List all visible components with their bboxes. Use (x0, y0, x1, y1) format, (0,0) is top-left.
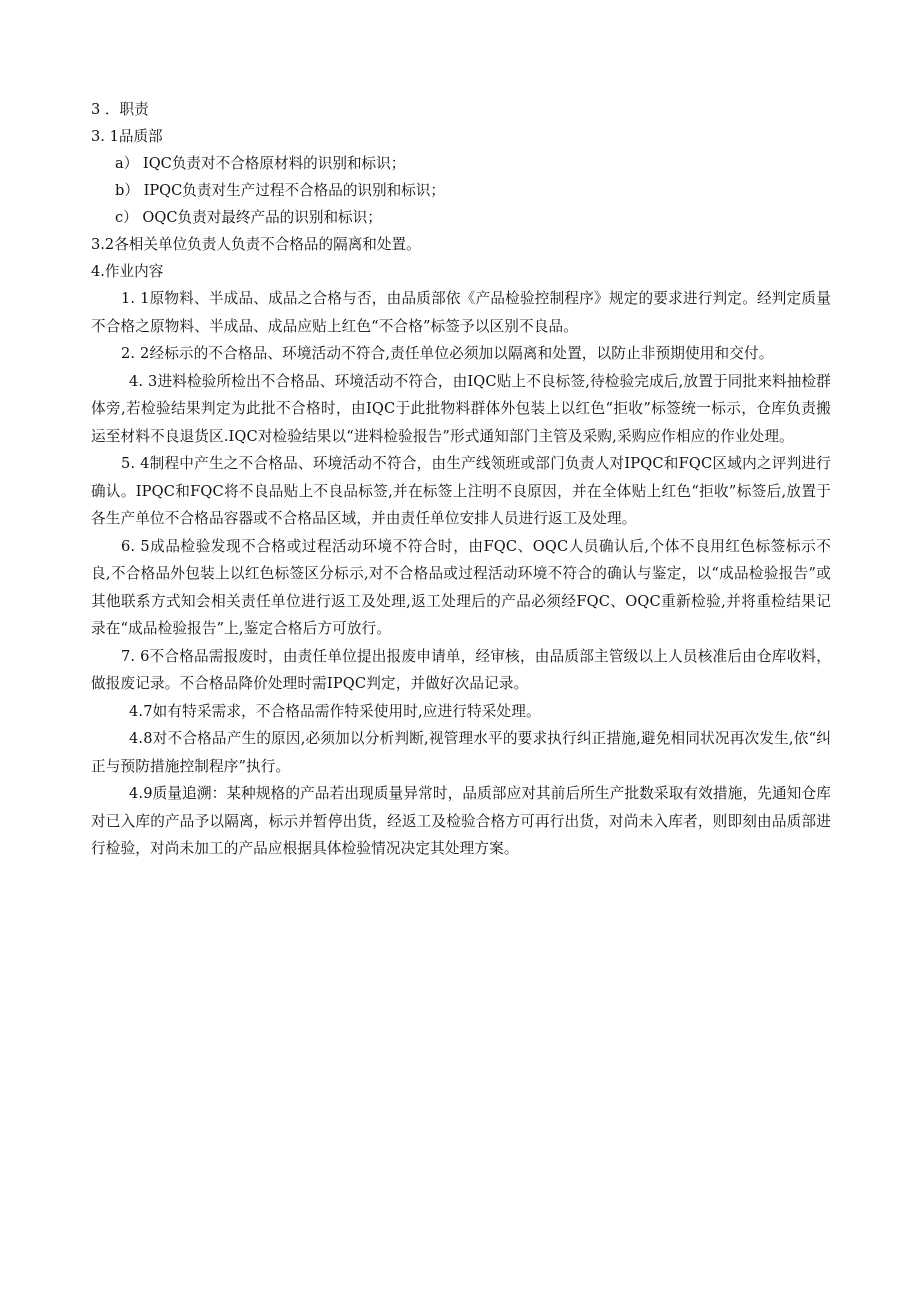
list-item-c: c） OQC负责对最终产品的识别和标识； (115, 209, 382, 226)
paragraph-4-1: 1. 1原物料、半成品、成品之合格与否，由品质部依《产品检验控制程序》规定的要求进行判定。经判定质量不合格之原物料、半成品、成品应贴上红色“不合格”标签予以区别不良品。 (91, 290, 831, 335)
paragraph-4-5: 6. 5成品检验发现不合格或过程活动环境不符合时，由FQC、OQC人员确认后,个体不良用红色标签标示不良,不合格品外包装上以红色标签区分标示,对不合格品或过程活动环境不符合的确认与鉴定，以“成品检验报告”或其他联系方式知会相关责任单位进行返工及处理,返工处理后的产品必须经FQC、OQC重新检验,并将重检结果记录在“成品检验报告”上,鉴定合格后方可放行。 (91, 537, 831, 637)
paragraph-4-6: 7. 6不合格品需报废时，由责任单位提出报废申请单，经审核，由品质部主管级以上人员核准后由仓库收料，做报废记录。不合格品降价处理时需IPQC判定，并做好次品记录。 (91, 647, 831, 692)
list-item-a: a） IQC负责对不合格原材料的识别和标识； (115, 155, 406, 172)
section-3-heading: 3 ．职责 (91, 101, 149, 118)
paragraph-4-7: 4.7如有特采需求，不合格品需作特采使用时,应进行特采处理。 (129, 702, 541, 720)
document-body (91, 96, 831, 863)
paragraph-4-8: 4.8对不合格品产生的原因,必须加以分析判断,视管理水平的要求执行纠正措施,避免相同状况再次发生,依“纠正与预防措施控制程序”执行。 (91, 730, 831, 775)
paragraph-4-3: 4. 3进料检验所检出不合格品、环境活动不符合，由IQC贴上不良标签,待检验完成后,放置于同批来料抽检群体旁,若检验结果判定为此批不合格时，由IQC于此批物料群体外包装上以红色“拒收”标签统一标示，仓库负责搬运至材料不良退货区.IQC对检验结果以“进料检验报告”形式通知部门主管及采购,采购应作相应的作业处理。 (91, 372, 831, 445)
section-3-1-heading: 3. 1品质部 (91, 128, 163, 145)
list-item-b: b） IPQC负责对生产过程不合格品的识别和标识； (115, 182, 445, 199)
paragraph-4-4: 5. 4制程中产生之不合格品、环境活动不符合，由生产线领班或部门负责人对IPQC和FQC区域内之评判进行确认。IPQC和FQC将不良品贴上不良品标签,并在标签上注明不良原因，并在全体贴上红色“拒收”标签后,放置于各生产单位不合格品容器或不合格品区域，并由责任单位安排人员进行返工及处理。 (91, 455, 831, 527)
section-3-2: 3.2各相关单位负责人负责不合格品的隔离和处置。 (91, 236, 421, 253)
paragraph-4-9: 4.9质量追溯：某种规格的产品若出现质量异常时，品质部应对其前后所生产批数采取有效措施，先通知仓库对已入库的产品予以隔离，标示并暂停出货，经返工及检验合格方可再行出货，对尚未入库者，则即刻由品质部进行检验，对尚未加工的产品应根据具体检验情况决定其处理方案。 (91, 785, 831, 857)
section-4-heading: 4.作业内容 (91, 263, 164, 280)
paragraph-4-2: 2. 2经标示的不合格品、环境活动不符合,责任单位必须加以隔离和处置，以防止非预期使用和交付。 (121, 345, 774, 362)
